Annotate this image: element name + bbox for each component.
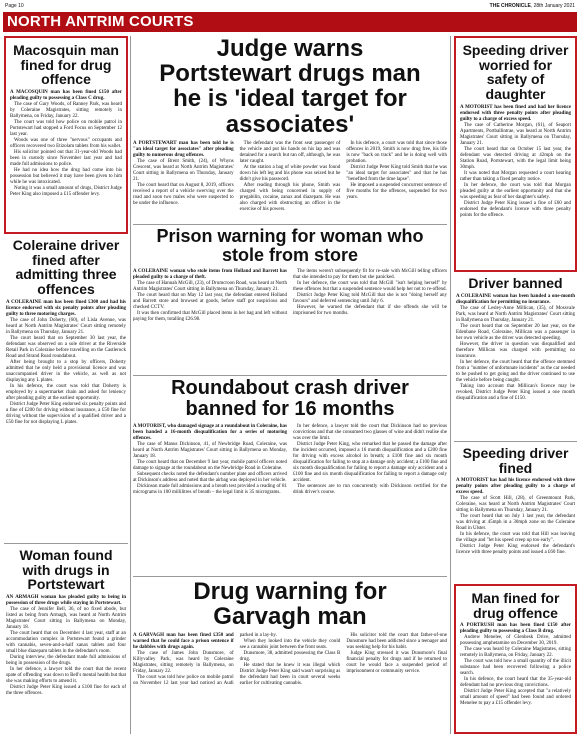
paragraph: District Judge Peter King, who remarked that he passed the damage after the incident occurred, imposed a 16 month disqualification and a £200 fine for driving with excess alcohol in breath; a £100 fine and six month disqualification for failing to stop at a damage only accident; a £100 fine and six month disqualification for failing to report a damage only accident and a £100 fine and six month disqualification for failing to report a damage only accident.	[293, 442, 447, 483]
paragraph: The court was told how police on mobile patrol in Portstewart had stopped a Ford Focus on September 12 last year.	[10, 120, 122, 138]
paragraph: In her defence, the court was told that McGill "isn't helping herself" by these offences but that a suspended sentence would help her not to re-offend.	[293, 280, 447, 292]
headline: Woman found with drugs in Portstewart	[19, 547, 113, 593]
paragraph: Woods was one of three "nervous" occupants and officers recovered two Etizolam tablets from his wallet.	[10, 138, 122, 150]
paragraph: The case of Scott Hill, (28), of Greenmount Park, Coleraine, was heard at North Antrim Magistrates' Court sitting in Ballymena on Thursday, January 21.	[456, 496, 575, 514]
story-driver-banned	[454, 274, 577, 439]
middle-column	[133, 36, 447, 734]
paragraph: It was then confirmed that McGill placed items in her bag and left without paying for them, totalling £26.98.	[133, 310, 287, 322]
issue-date: 28th January 2021	[533, 3, 575, 9]
story-portstewart-woman	[4, 546, 128, 734]
story-intro: A PORTRUSH man has been fined £150 after pleading guilty to possessing a Class B drug.	[460, 623, 571, 635]
paragraph: In his defence, the court heard that the 35-year-old defendant had no previous drug convictions.	[460, 677, 571, 689]
story-portstewart-drugs	[133, 36, 447, 222]
paragraph: Subsequent checks noted the defendant's number plate and officers arrived at Dickinson's address and noted that the airbag was deployed in her vehicle.	[133, 472, 287, 483]
headline: Judge warns Portstewart drugs man he is 'ideal target for associates'	[159, 36, 421, 138]
story-speeding-daughter	[454, 36, 577, 272]
paragraph: The case of Jennifer Bell, 36, of no fixed abode, but listed as being from Armagh, was heard at North Antrim Magistrates' Court sitting in Ballymena on Monday, January 18.	[6, 607, 126, 631]
headline: Prison warning for woman who stole from store	[156, 227, 424, 265]
headline: Macosquin man fined for drug offence	[13, 42, 119, 88]
paragraph: In his defence, the court was told that Doherty is employed by a supermarket chain and asked for leniency after pleading guilty at the earliest opportunity.	[6, 383, 126, 401]
paragraph: At the station a bag of white powder was found down his left leg and his phone was seized but he didn't give his password.	[239, 164, 341, 182]
headline: Speeding driver worried for safety of daughter	[462, 42, 569, 103]
paragraph: The court was told how a small quantity of the illicit substance had been recovered following a police search.	[460, 659, 571, 677]
story-coleraine-driver	[4, 236, 128, 541]
paragraph: It was noted that Morgan requested a court hearing rather than taking a fixed penalty notice.	[460, 170, 571, 182]
paragraph: The court heard that on May 12 last year, the defendant entered Holland and Barrett store and browsed at goods, before staff got suspicious and checked CCTV.	[133, 292, 287, 310]
paragraph: The case of Manus Dickinson, 41, of Newbridge Road, Coleraine, was heard at North Antrim Magistrates' Court sitting in Ballymena on Monday, January 18.	[133, 442, 287, 459]
story-speeding-driver	[454, 444, 577, 584]
paragraph: He had no idea how the drug had come into his possession but believed it may have been given to him while he was intoxicated.	[10, 168, 122, 186]
column-divider-left	[130, 36, 131, 734]
paragraph: During interview, the defendant made full admissions of being in possession of the drugs.	[6, 655, 126, 667]
paragraph: In her defence, the court was told that Morgan pleaded guilty at the earliest opportunity and that she was speeding as fear of her daughter's safety.	[460, 182, 571, 200]
paragraph: The court was told how police on mobile patrol on November 12 last year had noticed an Audi parked in a lay-by.	[133, 633, 277, 687]
paragraph: The court heard that on December 4 last year, staff at an accommodation complex in Portstewart found a grinder with cannabis, seven-and-a-half xanax tablets and four small blue diazepam tablets in the defendant's room.	[6, 631, 126, 655]
paragraph: The case of Catherine Morgan, (61), of Seaport Apartments, Portballintrae, was heard at North Antrim Magistrates' Court sitting in Ballymena on Thursday, January 21.	[460, 122, 571, 146]
paragraph: Dunsmore, 38, admitted possessing the Class B drug.	[239, 651, 341, 663]
paragraph: In his defence, a court was told that since those offences in 2019, Smith is now drug free, his life is now "back on track" and he is doing well with probation.	[346, 140, 447, 164]
headline: Roundabout crash driver banned for 16 months	[171, 378, 409, 420]
story-garvagh-man	[133, 579, 447, 734]
headline: Driver banned	[468, 275, 563, 291]
section-masthead: NORTH ANTRIM COURTS	[3, 12, 577, 32]
paper-name: THE CHRONICLE	[489, 3, 531, 9]
paragraph: District Judge Peter King issued a fine of £60 and endorsed the defendant's licence with three penalty points for the offence.	[460, 200, 571, 218]
paragraph: The case of Lesley-Anne Millican, (35), of Mossvale Park, was heard at North Antrim Magistrates' Court sitting in Ballymena on Thursday, January 21.	[456, 305, 575, 323]
paragraph: The court heard that on September 30 last year, the defendant was observed on a sole driver at the Riverside Retail Park in Coleraine before travelling on the Castlerock Road and Strand Road roundabout.	[6, 335, 126, 359]
paragraph: The items weren't subsequently fit for re-sale with McGill telling officers that she intended to pay for them but she panicked.	[293, 268, 447, 280]
paragraph: The case of Brent Smith, (24), of Whyns Crescent, was heard at North Antrim Magistrates' Court sitting in Ballymena on Thursday, January 21.	[133, 158, 234, 182]
paragraph: The court heard that on October 15 last year, the defendant was detected driving at 42mph on the Station Road, Portstewart, with the legal limit being 30mph.	[460, 146, 571, 170]
paragraph: The court heard that on July 1 last year, the defendant was driving at 45mph in a 30mph zone on the Coleraine Road in Ulster.	[456, 514, 575, 532]
paragraph: The court heard that on September 20 last year, on the Edenbane Road, Coleraine, Millican was a passenger in her own vehicle as the driver was detected speeding.	[456, 323, 575, 341]
paragraph: However, he warned the defendant that if she offends she will be imprisoned for two months.	[293, 304, 447, 316]
page-number: Page 10	[5, 3, 24, 9]
story-body	[133, 633, 447, 687]
paragraph: In her defence, the court heard that the offence stemmed from a "number of unfortunate incidents" as the car needed to be pushed to get going and the driver continued to use the vehicle before being caught.	[456, 359, 575, 383]
story-separator	[4, 543, 128, 544]
paragraph: District Judge Peter King told Smith that he was "an ideal target for associates" and that he has "benefited from the time lapse".	[346, 164, 447, 182]
paragraph: District Judge Peter King accepted that "a relatively small amount of speed" had been found and ordered Menelee to pay a £15 offender levy.	[460, 689, 571, 707]
paragraph: District Judge Peter King endorsed the defendant's licence with three penalty points and issued a £60 fine.	[456, 544, 575, 556]
headline: Coleraine driver fined after admitting three offences	[12, 237, 120, 298]
story-intro: A COLERAINE woman has been handed a one-month disqualification for permitting no insurance.	[456, 293, 575, 305]
paragraph: In her defence, a lawyer told the court that Dickinson had no previous convictions and that she consumed two glasses of wine and didn't realise she was over the limit.	[293, 424, 447, 441]
paragraph: He stated that he knew it was illegal which District Judge Peter King said wasn't surprising as the defendant had been in court several weeks earlier for cultivating cannabis.	[239, 663, 341, 687]
paragraph: After reading through his phone, Smith was charged with being concerned in supply of pregabilin, cocaine, zanax and diazepam. He was also charged with obstructing an officer in the exercise of his powers.	[239, 182, 341, 212]
paragraph: The defendant was the front seat passenger of the vehicle and put his hands on his lap and was detained for a search but ran off, although, he was later caught.	[239, 140, 341, 164]
story-intro: AN ARMAGH woman has pleaded guilty to being in possession of three drugs while staying in Portstewart.	[6, 595, 126, 607]
paragraph: The case of Gary Woods, of Ranney Park, was heard by Coleraine Magistrates, sitting remotely in Ballymena, on Friday, January 22.	[10, 102, 122, 120]
story-intro: A MOTORIST has been fined and had her licence endorsed with three penalty points after pleading guilty to a charge of excess speed.	[460, 104, 571, 122]
paragraph: When they looked into the vehicle they could see a cannabis joint between the front seats.	[239, 639, 341, 651]
paragraph: The case of James John Dunsmore, of Killyvalley Park, was heard by Coleraine Magistrates, sitting remotely in Ballymena, on Friday, January 22.	[133, 651, 234, 675]
story-body	[10, 102, 122, 198]
paragraph: The court heard that on August 8, 2019, officers received a report of a vehicle swerving over the road and soon two males who were suspected to be under the influence.	[133, 182, 234, 206]
paragraph: District Judge Peter King endorsed six penalty points and a fine of £200 for driving without insurance, a £50 fine for driving without the supervision of a qualified driver and a £50 fine for not displaying L plates.	[6, 401, 126, 425]
story-man-drug-offence	[454, 584, 577, 734]
paragraph: After being brought to a stop by officers, Doherty admitted that he only held a provisional licence and was unaccompanied driver in the vehicle, as well as not displaying any L plates.	[6, 359, 126, 383]
paragraph: Noting it was a small amount of drugs, District Judge Peter King also imposed a £15 offender levy.	[10, 186, 122, 198]
paragraph: He imposed a suspended concurrent sentence of five months for the offences, suspended for two years.	[346, 182, 447, 200]
story-separator	[133, 576, 447, 577]
paragraph: In his defence, the court was told that Hill was leaving the village and "let his speed creep up too early".	[456, 532, 575, 544]
story-body	[133, 424, 447, 496]
page-header-bar	[5, 2, 575, 10]
headline: Man fined for drug offence	[471, 590, 560, 621]
paragraph: However, the driver in question was disqualified and therefore Millican was charged with permitting no insurance.	[456, 341, 575, 359]
story-roundabout-crash	[133, 378, 447, 574]
paragraph: In her defence, a lawyer told the court that the recent spate of offending was down to Bell's mental health but that she was making efforts to amend it.	[6, 667, 126, 685]
story-intro: A PORTSTEWART man has been told he is "an ideal target for associates" after pleading guilty to numerous drug offences.	[133, 140, 234, 158]
story-macosquin	[4, 36, 128, 234]
story-intro: A MOTORIST has had his licence endorsed with three penalty points after pleading guilty to a charge of excess speed.	[456, 478, 575, 496]
paragraph: Taking into account that Millican's licence may be revoked, District Judge Peter King issued a one month disqualification and a fine of £150.	[456, 383, 575, 401]
story-intro: A MOTORIST, who damaged signage at a roundabout in Coleraine, has been handed a 16-month disqualification for a series of motoring offences.	[133, 424, 287, 441]
paragraph: The case of Hannah McGill, (23), of Drumcroon Road, was heard at North Antrim Magistrates' Court sitting in Ballymena on Thursday, January 21.	[133, 280, 287, 292]
paragraph: District Judge Peter King told McGill that she is not "doing herself any favours" and deferred sentencing until July 6.	[293, 292, 447, 304]
paragraph: The case of John Doherty, (60), of Lisla Avenue, was heard at North Antrim Magistrates' Court sitting remotely in Ballymena on Thursday, January 21.	[6, 317, 126, 335]
paragraph: District Judge Peter King issued a £100 fine for each of the three offences.	[6, 685, 126, 697]
story-intro: A MACOSQUIN man has been fined £150 after pleading guilty to possessing a Class C drug.	[10, 90, 122, 102]
headline: Speeding driver fined	[462, 445, 569, 476]
story-intro: A COLERAINE woman who stole items from Holland and Barrett has pleaded guilty to a charge of theft.	[133, 268, 287, 280]
story-separator	[133, 224, 447, 225]
paragraph: Judge King stressed it was Dunsmore's final financial penalty for drugs and if he returned to court he would face a suspended period of imprisonment or community service.	[346, 651, 447, 675]
story-prison-warning	[133, 227, 447, 373]
paragraph: The case was heard by Coleraine Magistrates, sitting remotely in Ballymena, on Friday, January 22.	[460, 647, 571, 659]
paragraph: The sentences are to run concurrently with Dickinson certified for the drink driver's course.	[293, 484, 447, 495]
paragraph: The court heard that on December 9 last year, mobile patrol officers noted damage to signage at the roundabout on the Newbridge Road in Coleraine.	[133, 460, 287, 471]
headline: Drug warning for Garvagh man	[193, 579, 387, 631]
left-column	[4, 36, 128, 734]
paragraph: Dickinson made full admissions and a breath test provided a reading of 81 micrograms in 100 millilitres of breath – the legal limit is 35 micrograms.	[133, 484, 287, 495]
right-column	[454, 36, 577, 734]
paper-name-date: THE CHRONICLE, 28th January 2021	[489, 3, 575, 9]
column-divider-right	[450, 36, 451, 734]
story-intro: A GARVAGH man has been fined £350 and warned that he could face a prison sentence if he dabbles with drugs again.	[133, 633, 234, 651]
story-body	[133, 269, 447, 323]
paragraph: His solicitor told the court that father-of-one Dunsmore had been addicted since a teenager and was seeking help for his habit.	[346, 633, 447, 651]
story-separator	[133, 375, 447, 376]
paragraph: Andrew Menelee, of Glenhesk Drive, admitted possessing amphetamine on December 30, 2019.	[460, 635, 571, 647]
story-body	[133, 141, 447, 213]
story-separator	[454, 441, 577, 442]
story-intro: A COLERAINE man has been fined £300 and had his licence endorsed with six penalty points after pleading guilty to three motoring charges.	[6, 299, 126, 317]
paragraph: His solicitor pointed out that 31-year-old Woods had been in custody since November last year and had made full admissions to police.	[10, 150, 122, 168]
